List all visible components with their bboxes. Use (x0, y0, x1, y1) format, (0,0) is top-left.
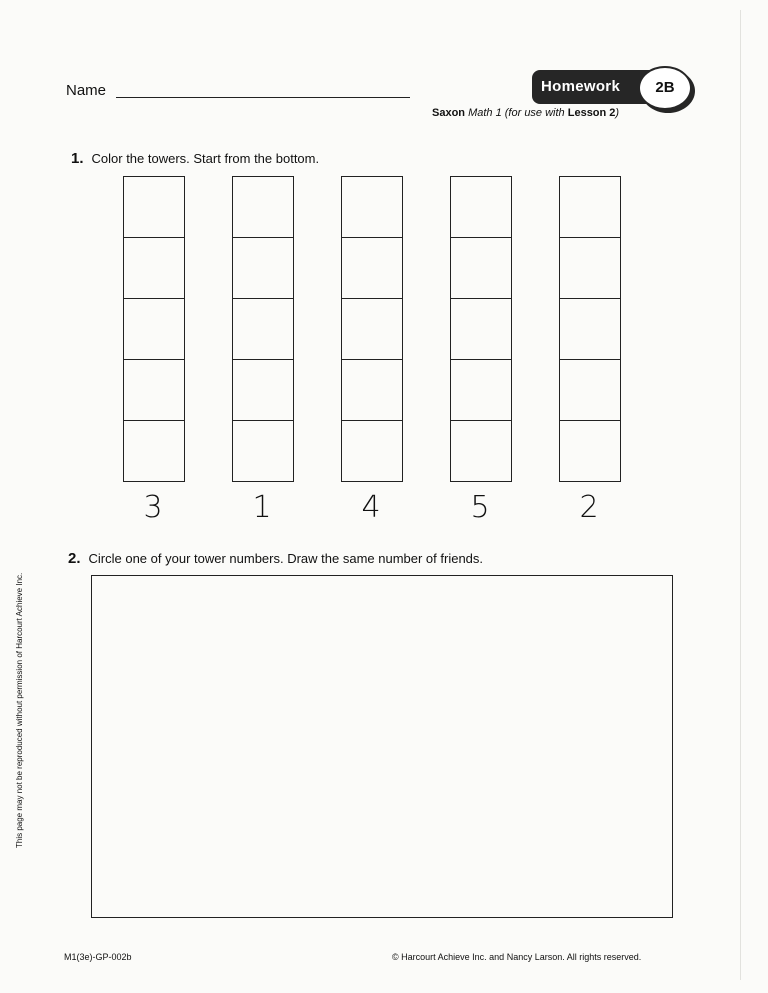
tower-cell[interactable] (233, 177, 293, 238)
tower-cell[interactable] (124, 360, 184, 421)
tower-cell[interactable] (233, 360, 293, 421)
tower-cell[interactable] (342, 177, 402, 238)
question-1-number: 1. (71, 150, 84, 167)
tower-cell[interactable] (233, 421, 293, 482)
tower-cell[interactable] (342, 360, 402, 421)
tower-cell[interactable] (560, 299, 620, 360)
lesson-code-badge: 2B (638, 66, 692, 110)
tower-cell[interactable] (451, 177, 511, 238)
tower-cell[interactable] (233, 238, 293, 299)
tower (123, 176, 185, 482)
homework-label: Homework (541, 78, 621, 95)
tower-cell[interactable] (124, 238, 184, 299)
tower-cell[interactable] (451, 299, 511, 360)
question-2 (68, 550, 483, 567)
tower-cell[interactable] (560, 360, 620, 421)
question-2-number: 2. (68, 550, 81, 567)
tower-cell[interactable] (342, 299, 402, 360)
tower-number[interactable]: 3 (143, 490, 163, 525)
question-1 (71, 150, 319, 167)
book-name: Saxon (432, 107, 466, 119)
tower (559, 176, 621, 482)
tower (232, 176, 294, 482)
name-label: Name (66, 82, 107, 99)
lesson-ref: Lesson 2 (567, 107, 616, 119)
subtitle-mid: Math 1 (for use with (465, 107, 568, 119)
tower-cell[interactable] (124, 177, 184, 238)
tower-number[interactable]: 5 (470, 490, 490, 525)
tower-cell[interactable] (560, 421, 620, 482)
tower-number[interactable]: 2 (579, 490, 599, 525)
tower-cell[interactable] (342, 421, 402, 482)
tower-cell[interactable] (451, 421, 511, 482)
question-1-text: Color the towers. Start from the bottom. (91, 151, 320, 166)
tower-cell[interactable] (451, 360, 511, 421)
drawing-area[interactable] (91, 575, 673, 918)
worksheet-code: M1(3e)-GP-002b (64, 952, 132, 962)
tower-cell[interactable] (233, 299, 293, 360)
tower-cell[interactable] (124, 421, 184, 482)
book-subtitle (432, 107, 619, 119)
tower-number[interactable]: 1 (252, 490, 272, 525)
tower-cell[interactable] (124, 299, 184, 360)
copyright-side-note: This page may not be reproduced without permission of Harcourt Achieve Inc. (15, 572, 24, 848)
question-2-text: Circle one of your tower numbers. Draw the same number of friends. (88, 551, 484, 566)
subtitle-end: ) (615, 107, 620, 119)
copyright-footer: © Harcourt Achieve Inc. and Nancy Larson. All rights reserved. (392, 952, 642, 962)
tower-cell[interactable] (451, 238, 511, 299)
tower-cell[interactable] (560, 177, 620, 238)
tower (450, 176, 512, 482)
page-edge (740, 10, 741, 980)
name-line[interactable] (116, 97, 410, 98)
tower-number[interactable]: 4 (361, 490, 381, 525)
tower-cell[interactable] (342, 238, 402, 299)
tower (341, 176, 403, 482)
tower-cell[interactable] (560, 238, 620, 299)
